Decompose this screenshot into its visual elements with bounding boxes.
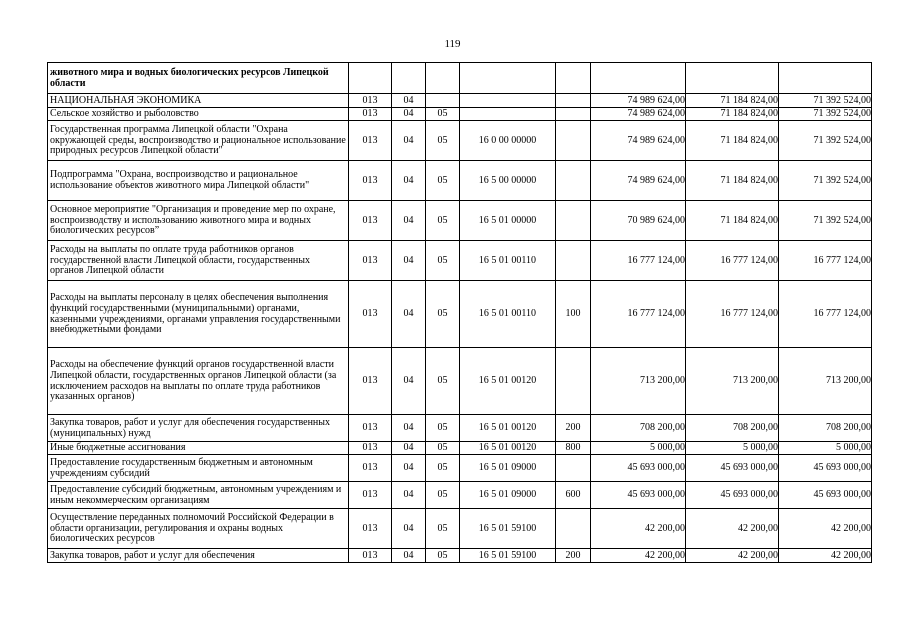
expense-type-cell xyxy=(556,241,591,281)
amount-year-3-cell: 42 200,00 xyxy=(779,549,872,563)
table-row xyxy=(48,63,872,94)
target-article-cell: 16 5 01 00120 xyxy=(460,442,556,455)
section-code-cell: 04 xyxy=(392,549,426,563)
ved-code-cell: 013 xyxy=(349,241,392,281)
ved-code-cell: 013 xyxy=(349,108,392,121)
budget-table xyxy=(47,62,872,563)
ved-code-cell: 013 xyxy=(349,121,392,161)
ved-code-cell: 013 xyxy=(349,281,392,348)
section-code-cell: 04 xyxy=(392,121,426,161)
table-row xyxy=(48,509,872,549)
amount-year-1-cell: 74 989 624,00 xyxy=(591,94,686,108)
table-row xyxy=(48,455,872,482)
table-body xyxy=(48,63,872,563)
amount-year-3-cell: 708 200,00 xyxy=(779,415,872,442)
subsection-code-cell xyxy=(426,94,460,108)
section-code-cell: 04 xyxy=(392,348,426,415)
expense-name-cell: Основное мероприятие "Организация и проведение мер по охране, воспроизводству и использованию животного мира и водных биологических ресурсов” xyxy=(48,201,349,241)
amount-year-1-cell: 16 777 124,00 xyxy=(591,241,686,281)
amount-year-3-cell: 71 392 524,00 xyxy=(779,121,872,161)
subsection-code-cell xyxy=(426,63,460,94)
amount-year-1-cell: 74 989 624,00 xyxy=(591,121,686,161)
section-code-cell: 04 xyxy=(392,442,426,455)
amount-year-1-cell: 713 200,00 xyxy=(591,348,686,415)
target-article-cell xyxy=(460,94,556,108)
ved-code-cell: 013 xyxy=(349,415,392,442)
expense-name-cell: Государственная программа Липецкой области "Охрана окружающей среды, воспроизводство и рациональное использование природных ресурсов Липецкой области" xyxy=(48,121,349,161)
amount-year-1-cell: 5 000,00 xyxy=(591,442,686,455)
ved-code-cell: 013 xyxy=(349,201,392,241)
target-article-cell: 16 5 01 00000 xyxy=(460,201,556,241)
target-article-cell: 16 5 01 09000 xyxy=(460,455,556,482)
amount-year-1-cell xyxy=(591,63,686,94)
table-row xyxy=(48,482,872,509)
expense-type-cell xyxy=(556,121,591,161)
amount-year-2-cell: 16 777 124,00 xyxy=(686,281,779,348)
ved-code-cell xyxy=(349,63,392,94)
ved-code-cell: 013 xyxy=(349,455,392,482)
table-row xyxy=(48,442,872,455)
target-article-cell: 16 0 00 00000 xyxy=(460,121,556,161)
amount-year-2-cell: 42 200,00 xyxy=(686,549,779,563)
amount-year-3-cell xyxy=(779,63,872,94)
expense-name-cell: Подпрограмма "Охрана, воспроизводство и рациональное использование объектов животного мира Липецкой области" xyxy=(48,161,349,201)
section-code-cell: 04 xyxy=(392,415,426,442)
section-code-cell: 04 xyxy=(392,201,426,241)
expense-name-cell: Закупка товаров, работ и услуг для обеспечения государственных (муниципальных) нужд xyxy=(48,415,349,442)
section-code-cell: 04 xyxy=(392,161,426,201)
table-row xyxy=(48,94,872,108)
amount-year-2-cell: 42 200,00 xyxy=(686,509,779,549)
subsection-code-cell: 05 xyxy=(426,108,460,121)
expense-type-cell: 200 xyxy=(556,415,591,442)
subsection-code-cell: 05 xyxy=(426,348,460,415)
expense-name-cell: Расходы на обеспечение функций органов государственной власти Липецкой области, государственных органов Липецкой области (за исключением расходов на выплаты по оплате труда работников указанных органов) xyxy=(48,348,349,415)
expense-type-cell: 200 xyxy=(556,549,591,563)
amount-year-1-cell: 16 777 124,00 xyxy=(591,281,686,348)
expense-name-cell: Предоставление государственным бюджетным и автономным учреждениям субсидий xyxy=(48,455,349,482)
amount-year-2-cell: 5 000,00 xyxy=(686,442,779,455)
expense-name-cell: Осуществление переданных полномочий Российской Федерации в области организации, регулирования и охраны водных биологических ресурсов xyxy=(48,509,349,549)
expense-name-cell: Иные бюджетные ассигнования xyxy=(48,442,349,455)
table-row xyxy=(48,415,872,442)
amount-year-2-cell: 71 184 824,00 xyxy=(686,108,779,121)
amount-year-3-cell: 16 777 124,00 xyxy=(779,281,872,348)
expense-type-cell xyxy=(556,455,591,482)
subsection-code-cell: 05 xyxy=(426,509,460,549)
amount-year-1-cell: 74 989 624,00 xyxy=(591,161,686,201)
subsection-code-cell: 05 xyxy=(426,442,460,455)
ved-code-cell: 013 xyxy=(349,348,392,415)
page-number: 119 xyxy=(444,38,461,50)
amount-year-2-cell: 45 693 000,00 xyxy=(686,455,779,482)
subsection-code-cell: 05 xyxy=(426,161,460,201)
target-article-cell: 16 5 01 00110 xyxy=(460,281,556,348)
amount-year-3-cell: 71 392 524,00 xyxy=(779,108,872,121)
section-code-cell: 04 xyxy=(392,241,426,281)
target-article-cell: 16 5 01 00120 xyxy=(460,415,556,442)
amount-year-2-cell: 708 200,00 xyxy=(686,415,779,442)
table-row xyxy=(48,241,872,281)
amount-year-2-cell xyxy=(686,63,779,94)
amount-year-2-cell: 71 184 824,00 xyxy=(686,94,779,108)
expense-type-cell xyxy=(556,348,591,415)
target-article-cell: 16 5 00 00000 xyxy=(460,161,556,201)
table-row xyxy=(48,281,872,348)
expense-name-cell: НАЦИОНАЛЬНАЯ ЭКОНОМИКА xyxy=(48,94,349,108)
table-row xyxy=(48,348,872,415)
amount-year-2-cell: 71 184 824,00 xyxy=(686,121,779,161)
subsection-code-cell: 05 xyxy=(426,121,460,161)
table-row xyxy=(48,201,872,241)
expense-name-cell: Предоставление субсидий бюджетным, автономным учреждениям и иным некоммерческим организациям xyxy=(48,482,349,509)
section-code-cell: 04 xyxy=(392,108,426,121)
section-code-cell: 04 xyxy=(392,455,426,482)
amount-year-2-cell: 71 184 824,00 xyxy=(686,161,779,201)
ved-code-cell: 013 xyxy=(349,442,392,455)
expense-type-cell: 600 xyxy=(556,482,591,509)
expense-type-cell: 800 xyxy=(556,442,591,455)
target-article-cell: 16 5 01 59100 xyxy=(460,549,556,563)
subsection-code-cell: 05 xyxy=(426,455,460,482)
expense-name-cell: Расходы на выплаты персоналу в целях обеспечения выполнения функций государственными (муниципальными) органами, казенными учреждениями, органами управления государственными внебюджетными фондами xyxy=(48,281,349,348)
section-code-cell: 04 xyxy=(392,509,426,549)
amount-year-2-cell: 16 777 124,00 xyxy=(686,241,779,281)
amount-year-1-cell: 45 693 000,00 xyxy=(591,482,686,509)
expense-name-cell: Закупка товаров, работ и услуг для обеспечения xyxy=(48,549,349,563)
ved-code-cell: 013 xyxy=(349,94,392,108)
expense-type-cell xyxy=(556,509,591,549)
section-code-cell: 04 xyxy=(392,482,426,509)
expense-type-cell: 100 xyxy=(556,281,591,348)
section-code-cell: 04 xyxy=(392,281,426,348)
target-article-cell: 16 5 01 59100 xyxy=(460,509,556,549)
target-article-cell xyxy=(460,108,556,121)
amount-year-3-cell: 5 000,00 xyxy=(779,442,872,455)
subsection-code-cell: 05 xyxy=(426,201,460,241)
amount-year-3-cell: 16 777 124,00 xyxy=(779,241,872,281)
subsection-code-cell: 05 xyxy=(426,241,460,281)
amount-year-2-cell: 45 693 000,00 xyxy=(686,482,779,509)
amount-year-3-cell: 45 693 000,00 xyxy=(779,482,872,509)
amount-year-3-cell: 42 200,00 xyxy=(779,509,872,549)
section-code-cell: 04 xyxy=(392,94,426,108)
target-article-cell: 16 5 01 09000 xyxy=(460,482,556,509)
amount-year-1-cell: 708 200,00 xyxy=(591,415,686,442)
amount-year-3-cell: 71 392 524,00 xyxy=(779,161,872,201)
expense-type-cell xyxy=(556,94,591,108)
expense-name-cell: Сельское хозяйство и рыболовство xyxy=(48,108,349,121)
amount-year-2-cell: 713 200,00 xyxy=(686,348,779,415)
amount-year-2-cell: 71 184 824,00 xyxy=(686,201,779,241)
subsection-code-cell: 05 xyxy=(426,281,460,348)
table-row xyxy=(48,549,872,563)
table-row xyxy=(48,121,872,161)
expense-type-cell xyxy=(556,108,591,121)
subsection-code-cell: 05 xyxy=(426,415,460,442)
table-row xyxy=(48,108,872,121)
amount-year-1-cell: 42 200,00 xyxy=(591,549,686,563)
expense-type-cell xyxy=(556,201,591,241)
amount-year-1-cell: 42 200,00 xyxy=(591,509,686,549)
expense-type-cell xyxy=(556,161,591,201)
target-article-cell xyxy=(460,63,556,94)
amount-year-3-cell: 71 392 524,00 xyxy=(779,201,872,241)
amount-year-3-cell: 45 693 000,00 xyxy=(779,455,872,482)
ved-code-cell: 013 xyxy=(349,549,392,563)
amount-year-1-cell: 70 989 624,00 xyxy=(591,201,686,241)
ved-code-cell: 013 xyxy=(349,161,392,201)
amount-year-3-cell: 713 200,00 xyxy=(779,348,872,415)
table-row xyxy=(48,161,872,201)
ved-code-cell: 013 xyxy=(349,509,392,549)
amount-year-3-cell: 71 392 524,00 xyxy=(779,94,872,108)
amount-year-1-cell: 45 693 000,00 xyxy=(591,455,686,482)
subsection-code-cell: 05 xyxy=(426,482,460,509)
target-article-cell: 16 5 01 00120 xyxy=(460,348,556,415)
subsection-code-cell: 05 xyxy=(426,549,460,563)
amount-year-1-cell: 74 989 624,00 xyxy=(591,108,686,121)
target-article-cell: 16 5 01 00110 xyxy=(460,241,556,281)
expense-name-cell: животного мира и водных биологических ресурсов Липецкой области xyxy=(48,63,349,94)
expense-type-cell xyxy=(556,63,591,94)
expense-name-cell: Расходы на выплаты по оплате труда работников органов государственной власти Липецкой области, государственных органов Липецкой области xyxy=(48,241,349,281)
section-code-cell xyxy=(392,63,426,94)
ved-code-cell: 013 xyxy=(349,482,392,509)
